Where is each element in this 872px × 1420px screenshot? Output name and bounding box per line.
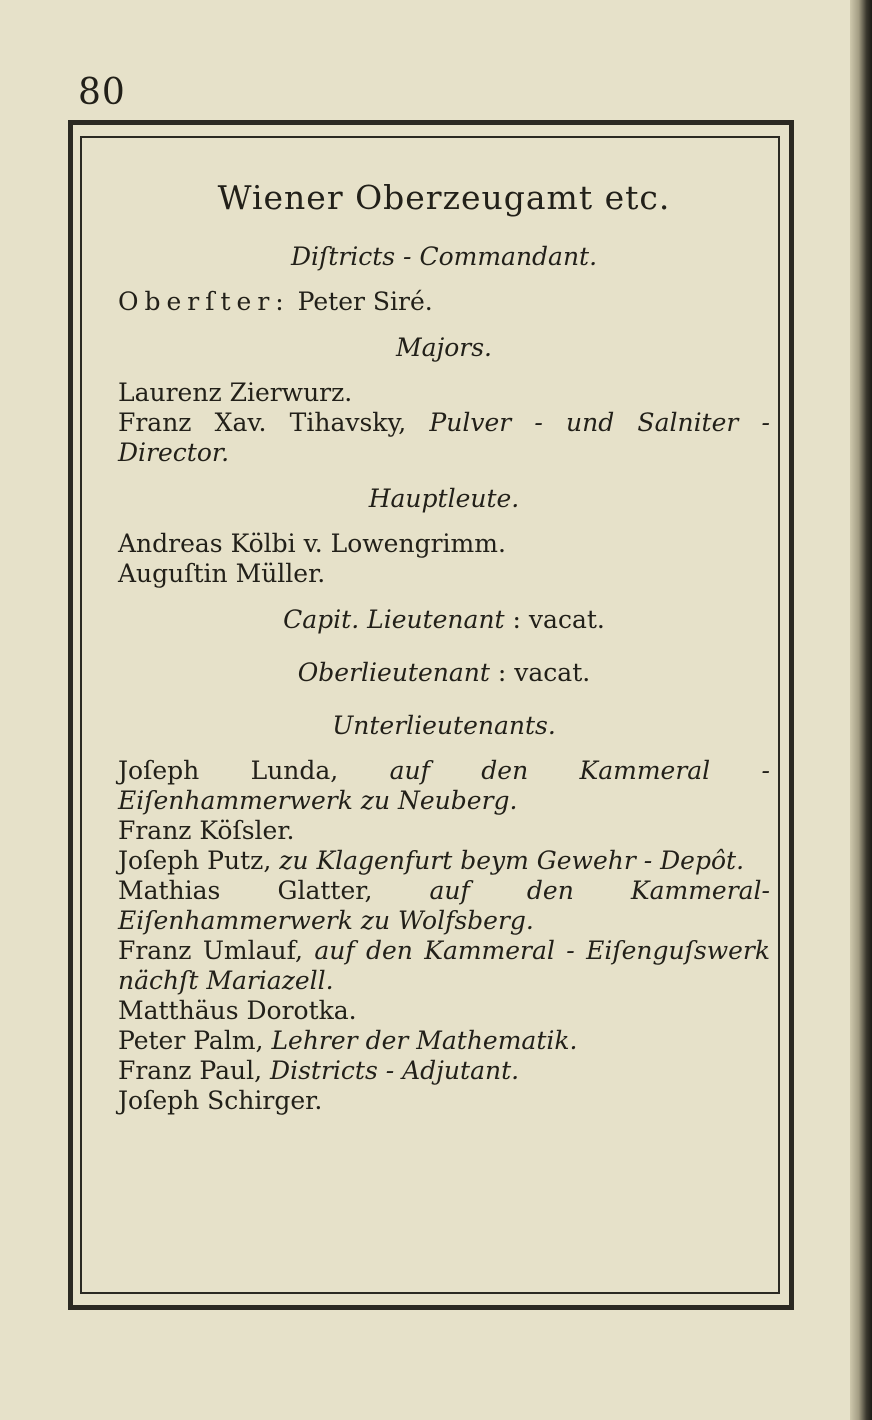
list-item bbox=[118, 378, 770, 408]
section-heading-majors: Majors. bbox=[395, 333, 493, 362]
list-item bbox=[118, 756, 770, 816]
person-role: Districts - Adjutant. bbox=[270, 1056, 520, 1085]
list-item bbox=[118, 287, 770, 317]
list-item bbox=[118, 816, 770, 846]
person-name: Joſeph Putz, bbox=[118, 846, 272, 875]
list-item bbox=[118, 408, 770, 468]
person-name: Laurenz Zierwurz. bbox=[118, 378, 353, 407]
list-item bbox=[118, 936, 770, 996]
section-heading-districts-commandant: Diſtricts - Commandant. bbox=[290, 242, 598, 271]
list-item bbox=[118, 996, 770, 1026]
list-item bbox=[118, 1026, 770, 1056]
person-name: Joſeph Schirger. bbox=[118, 1086, 323, 1115]
section-heading-hauptleute: Hauptleute. bbox=[368, 484, 520, 513]
section-heading-oberlieutenant bbox=[118, 658, 770, 687]
person-name: Franz Paul, bbox=[118, 1056, 263, 1085]
section-heading-capit-lieutenant bbox=[118, 605, 770, 634]
person-name: Andreas Kölbi v. Lowengrimm. bbox=[118, 529, 506, 558]
person-name: Franz Umlauf, bbox=[118, 936, 303, 965]
person-name: Peter Siré. bbox=[297, 287, 433, 316]
person-name: Franz Köſsler. bbox=[118, 816, 295, 845]
page-number: 80 bbox=[78, 72, 126, 113]
person-role: auf den Kammeral- Eiſenhammerwerk zu Wolfsberg. bbox=[118, 876, 770, 935]
person-name: Matthäus Dorotka. bbox=[118, 996, 357, 1025]
person-name: Auguſtin Müller. bbox=[118, 559, 326, 588]
person-name: Peter Palm, bbox=[118, 1026, 264, 1055]
person-role: Pulver - und Salniter - Director. bbox=[118, 408, 770, 467]
section-label: Oberlieutenant bbox=[297, 658, 490, 687]
section-heading-unterlieutenants: Unterlieutenants. bbox=[332, 711, 556, 740]
person-name: Mathias Glatter, bbox=[118, 876, 373, 905]
book-spine-edge bbox=[850, 0, 872, 1420]
person-role: Lehrer der Mathematik. bbox=[271, 1026, 578, 1055]
page-content bbox=[118, 178, 770, 1116]
person-name: Joſeph Lunda, bbox=[118, 756, 339, 785]
list-item bbox=[118, 1086, 770, 1116]
person-role: auf den Kammeral - Eiſenhammerwerk zu Neuberg. bbox=[118, 756, 770, 815]
page-title: Wiener Oberzeugamt etc. bbox=[217, 178, 671, 217]
vacancy-value: : vacat. bbox=[497, 658, 591, 687]
list-item bbox=[118, 559, 770, 589]
section-label: Capit. Lieutenant bbox=[283, 605, 505, 634]
vacancy-value: : vacat. bbox=[512, 605, 605, 634]
person-role: auf den Kammeral - Eiſenguſswerk nächſt Mariazell. bbox=[118, 936, 770, 995]
list-item bbox=[118, 876, 770, 936]
person-name: Franz Xav. Tihavsky, bbox=[118, 408, 407, 437]
person-role: zu Klagenfurt beym Gewehr - Depôt. bbox=[279, 846, 745, 875]
list-item bbox=[118, 846, 770, 876]
list-item bbox=[118, 529, 770, 559]
rank-label: Oberſter: bbox=[118, 287, 290, 316]
list-item bbox=[118, 1056, 770, 1086]
